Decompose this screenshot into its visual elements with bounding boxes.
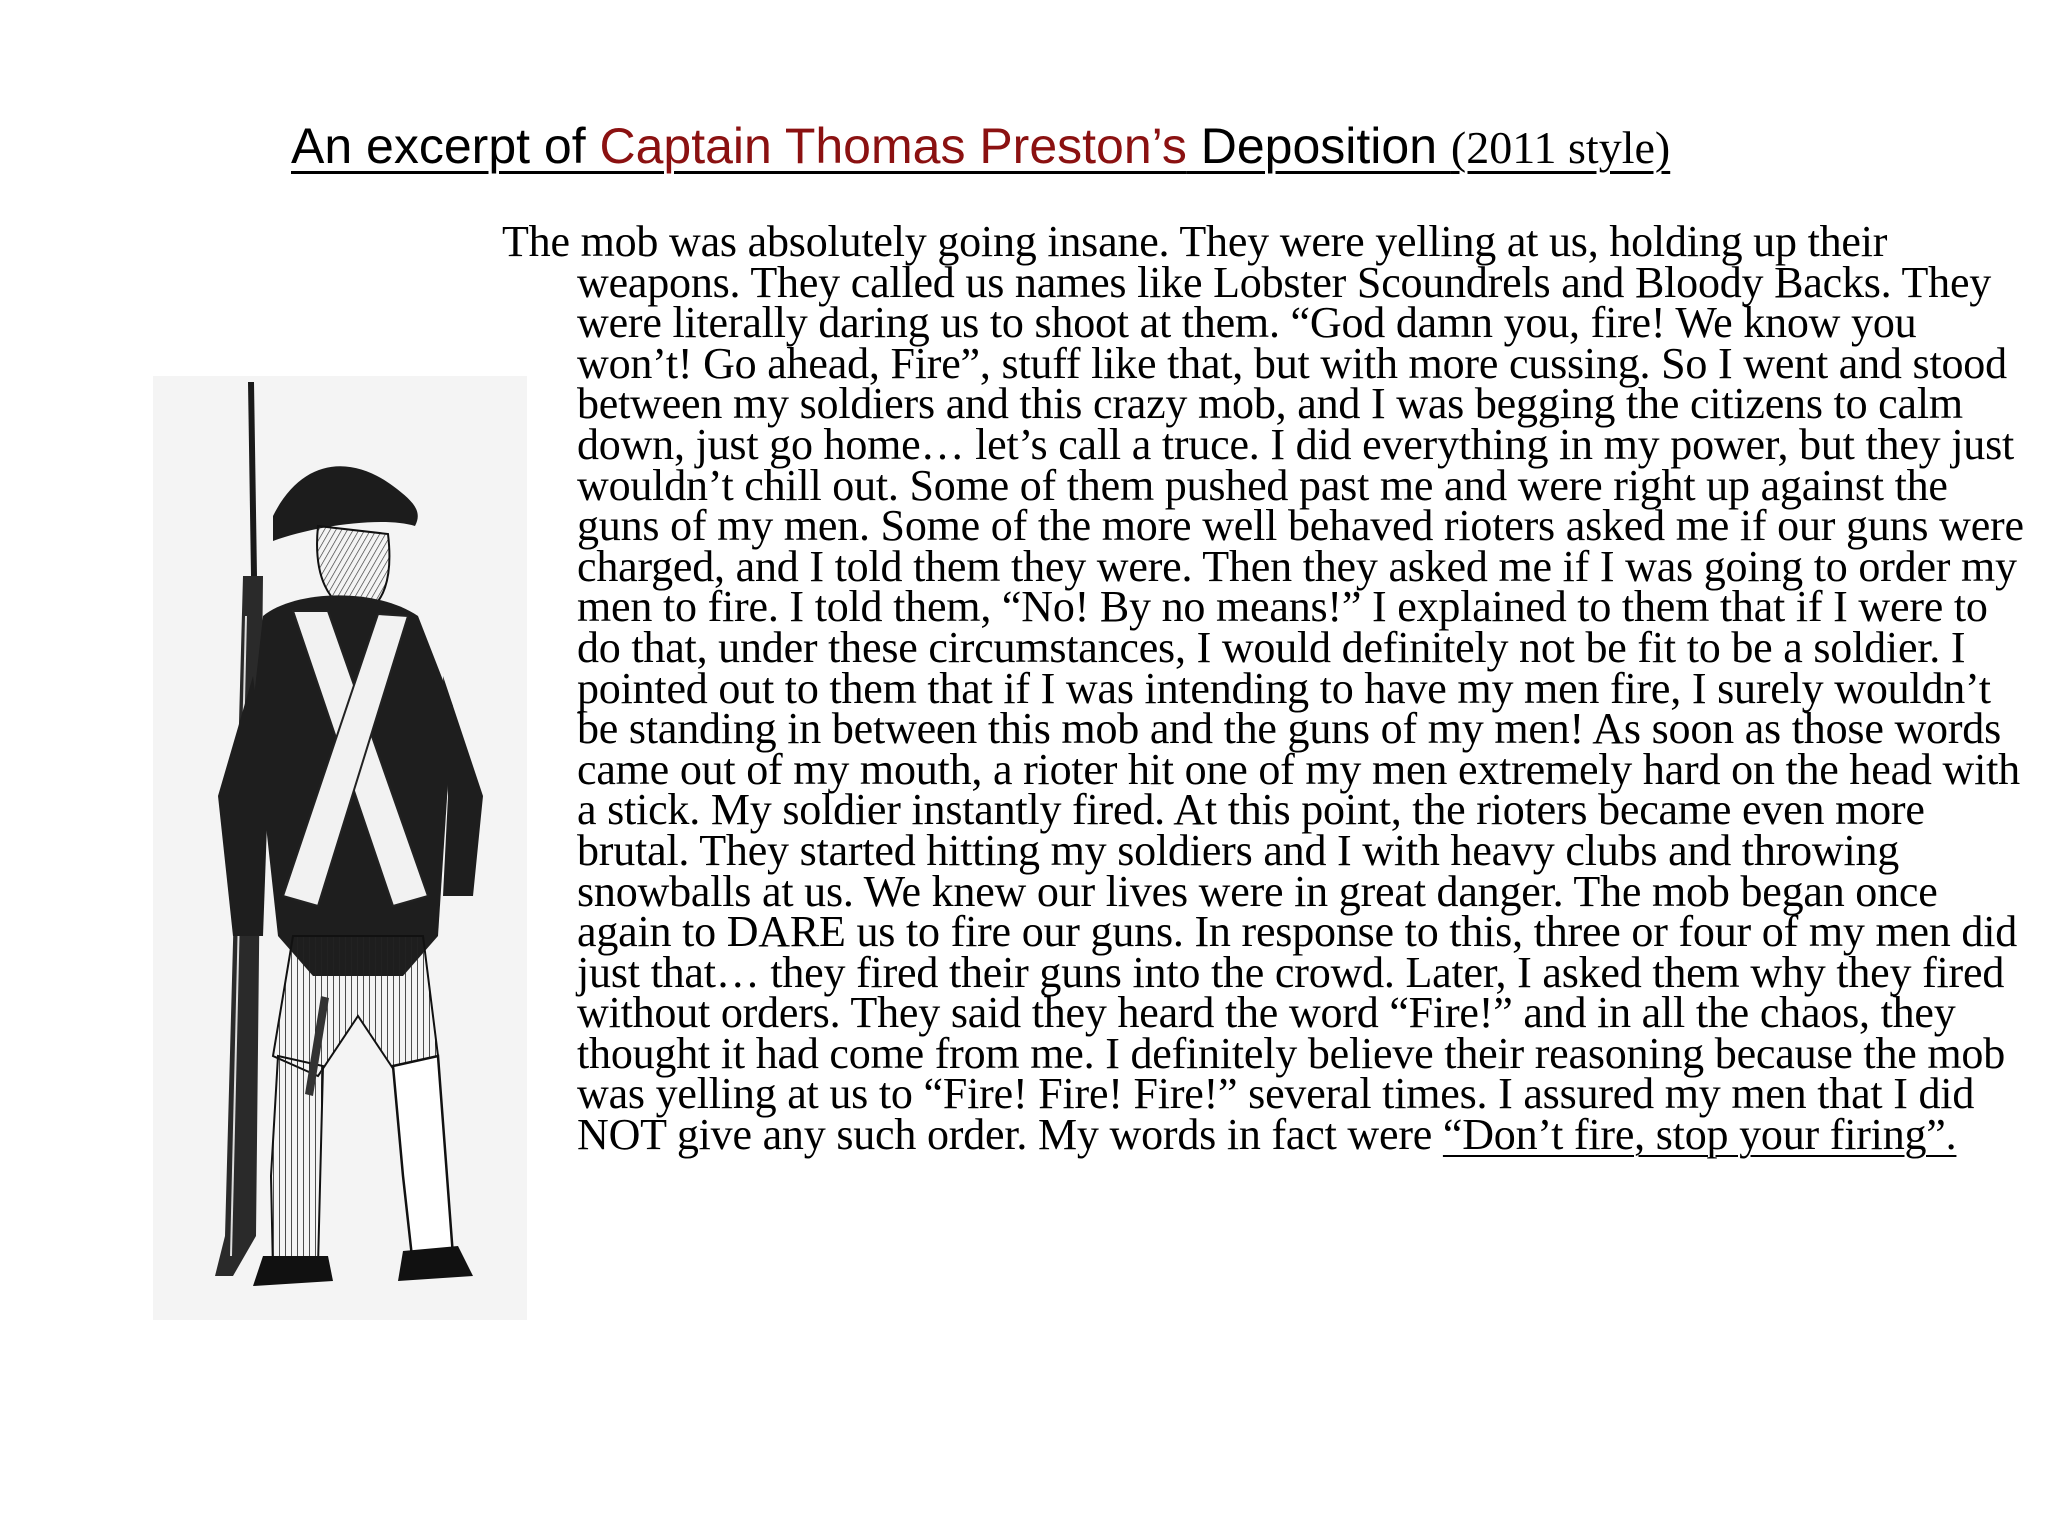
deposition-final-quote: “Don’t fire, stop your firing”. (1442, 1110, 1957, 1160)
title-style-note: (2011 style) (1450, 122, 1671, 173)
deposition-text (502, 217, 2037, 1160)
deposition-body: The mob was absolutely going insane. They were yelling at us, holding up their weapons. They called us names like Lobster Scoundrels and Bloody Backs. They were literally daring us to shoot at them. “God damn you, fire! We know you won’t! Go ahead, Fire”, stuff like that, but with more cussing. So I went and stood between my soldiers and this crazy mob, and I was begging the citizens to calm down, just go home… let’s call a truce. I did everything in my power, but they just wouldn’t chill out. Some of them pushed past me and were right up against the guns of my men. Some of the more well behaved rioters asked me if our guns were charged, and I told them they were. Then they asked me if I was going to order my men to fire. I told them, “No! By no means!” I explained to them that if I were to do that, under these circumstances, I would definitely not be fit to be a soldier. I pointed out to them that if I was intending to have my men fire, I surely wouldn’t be standing in between this mob and the guns of my men! As soon as those words came out of my mouth, a rioter hit one of my men extremely hard on the head with a stick. My soldier instantly fired. At this point, the rioters became even more brutal. They started hitting my soldiers and I with heavy clubs and throwing snowballs at us. We knew our lives were in great danger. The mob began once again to DARE us to fire our guns. In response to this, three or four of my men did just that… they fired their guns into the crowd. Later, I asked them why they fired without orders. They said they heard the word “Fire!” and in all the chaos, they thought it had come from me. I definitely believe their reasoning because the mob was yelling at us to “Fire! Fire! Fire!” several times. I assured my men that I did NOT give any such order. My words in fact were (502, 217, 2024, 1160)
redcoat-soldier-illustration (153, 376, 527, 1320)
title-captain-name: Captain Thomas Preston’s (599, 118, 1187, 174)
title-prefix: An excerpt of (291, 118, 600, 174)
slide-title (291, 116, 1791, 178)
title-suffix: Deposition (1186, 118, 1451, 174)
